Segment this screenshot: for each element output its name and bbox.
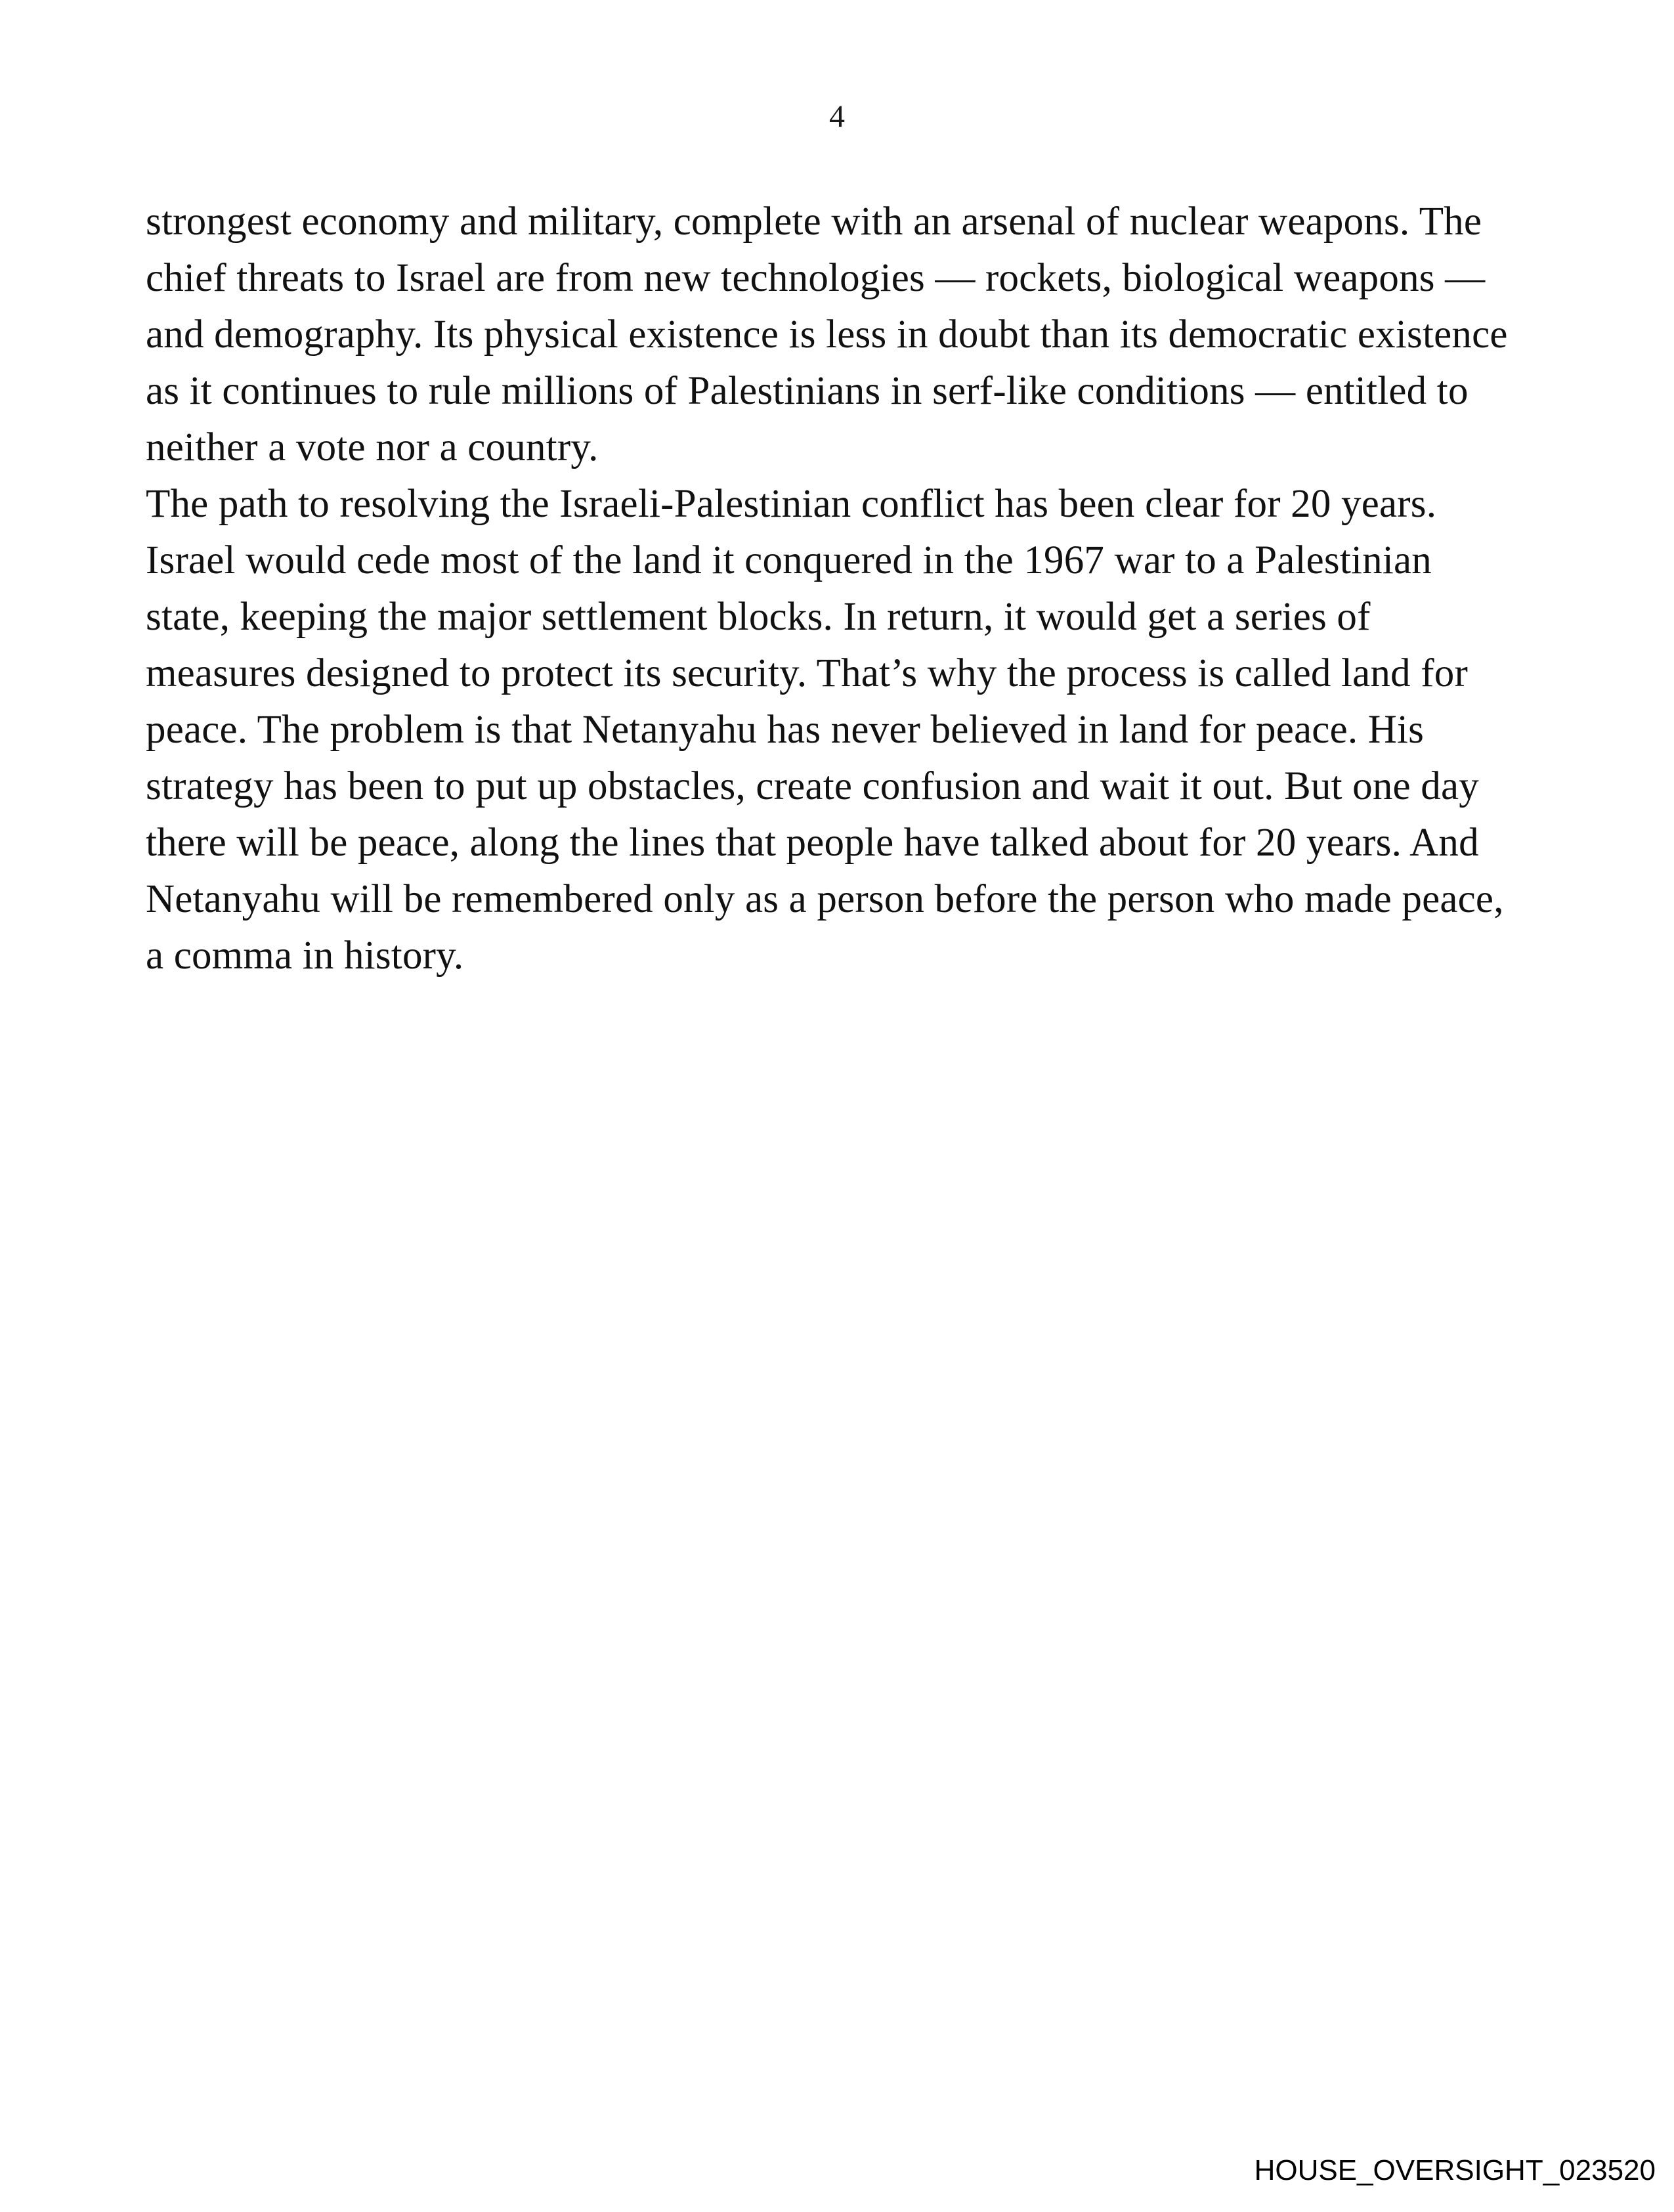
page-number: 4 [829, 99, 845, 134]
paragraph-1: strongest economy and military, complete with an arsenal of nuclear weapons. The chief threats to Israel are from new technologies — rockets, biological weapons — and demography. Its physical existence is less in doubt than its democratic existence as it continues to rule millions of Palestinians in serf-like conditions — entitled to neither a vote nor a country. [146, 200, 1508, 469]
document-body [146, 194, 1518, 984]
bates-stamp: HOUSE_OVERSIGHT_023520 [1254, 2154, 1656, 2186]
paragraph-2: The path to resolving the Israeli-Palestinian conflict has been clear for 20 years. Israel would cede most of the land it conquered in the 1967 war to a Palestinian state, keeping the major settlement blocks. In return, it would get a series of measures designed to protect its security. That’s why the process is called land for peace. The problem is that Netanyahu has never believed in land for peace. His strategy has been to put up obstacles, create confusion and wait it out. But one day there will be peace, along the lines that people have talked about for 20 years. And Netanyahu will be remembered only as a person before the person who made peace, a comma in history. [146, 482, 1504, 978]
